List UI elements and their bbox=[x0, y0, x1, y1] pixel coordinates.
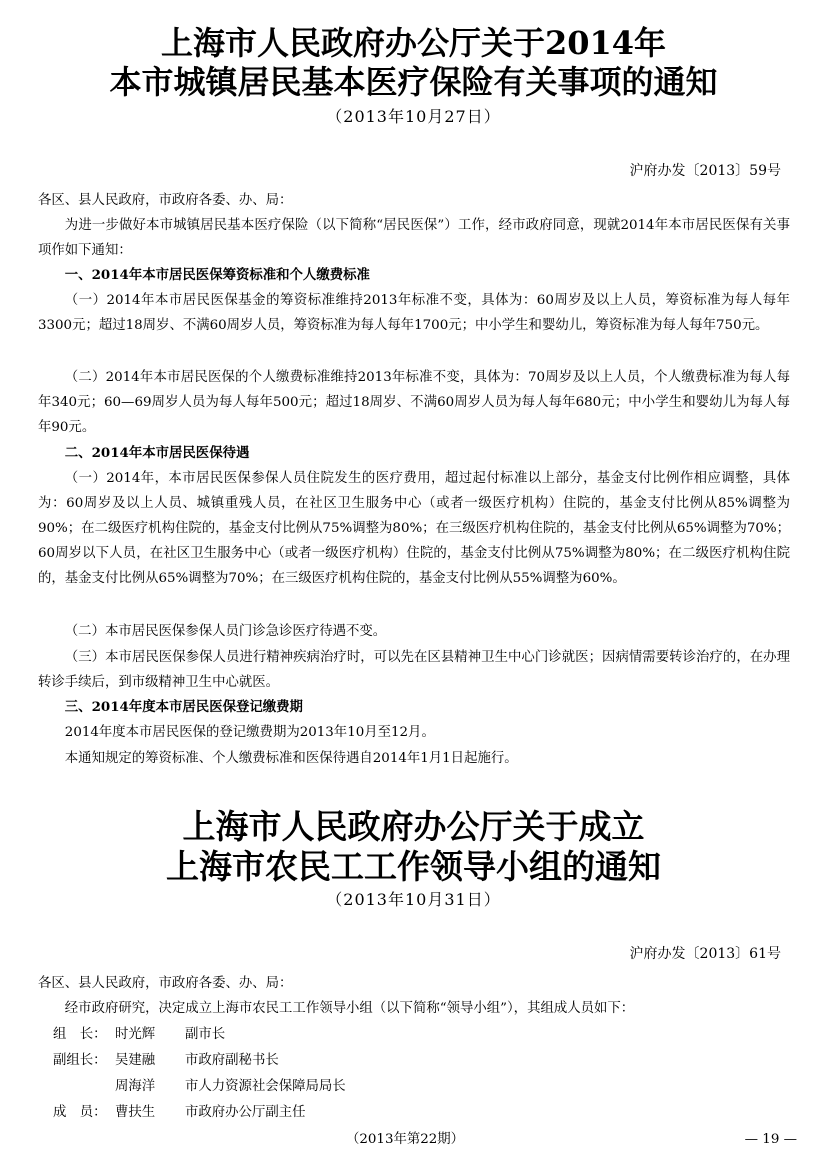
member-position: 副市长 bbox=[185, 1027, 226, 1042]
member-position: 市人力资源社会保障局局长 bbox=[185, 1079, 346, 1094]
member-role: 组 长： bbox=[53, 1027, 107, 1042]
member-position: 市政府办公厅副主任 bbox=[185, 1105, 306, 1120]
member-name: 时光辉 bbox=[115, 1027, 156, 1042]
footer-issue: （2013年第22期） bbox=[346, 1132, 465, 1147]
doc2-date: （2013年10月31日） bbox=[326, 890, 501, 909]
doc2-intro: 经市政府研究，决定成立上海市农民工工作领导小组（以下简称“领导小组”），其组成人员如下： bbox=[64, 1001, 635, 1016]
member-role: 成 员： bbox=[53, 1105, 107, 1120]
doc1-section2-item3: （三）本市居民医保参保人员进行精神疾病治疗时，可以先在区县精神卫生中心门诊就医；因病情需要转诊治疗的，在办理转诊手续后，到市级精神卫生中心就医。 bbox=[38, 650, 790, 690]
doc2-salutation: 各区、县人民政府，市政府各委、办、局： bbox=[38, 976, 293, 991]
doc1-section3-heading: 三、2014年度本市居民医保登记缴费期 bbox=[64, 699, 303, 715]
doc2-title-line1: 上海市人民政府办公厅关于成立 bbox=[182, 807, 645, 846]
doc1-closing: 本通知规定的筹资标准、个人缴费标准和医保待遇自2014年1月1日起施行。 bbox=[64, 751, 518, 766]
doc1-date: （2013年10月27日） bbox=[326, 107, 501, 126]
doc2-doc-number: 沪府办发〔2013〕61号 bbox=[629, 946, 781, 962]
doc1-title-line1: 上海市人民政府办公厅关于2014年 bbox=[160, 24, 667, 62]
doc1-section2-heading: 二、2014年本市居民医保待遇 bbox=[64, 445, 250, 461]
doc1-section3-text: 2014年度本市居民医保的登记缴费期为2013年10月至12月。 bbox=[64, 725, 435, 740]
doc1-section2-item1: （一）2014年，本市居民医保参保人员住院发生的医疗费用，超过起付标准以上部分，基金支付比例作相应调整，具体为：60周岁及以上人员、城镇重残人员，在社区卫生服务中心（或者一级医疗机构）住院的，基金支付比例从85%调整为90%；在二级医疗机构住院的，基金支付比例从75%调整为80%；在三级医疗机构住院的，基金支付比例从65%调整为70%；60周岁以下人员，在社区卫生服务中心（或者一级医疗机构）住院的，基金支付比例从75%调整为80%；在二级医疗机构住院的，基金支付比例从65%调整为70%；在三级医疗机构住院的，基金支付比例从55%调整为60%。 bbox=[38, 471, 790, 586]
doc1-doc-number: 沪府办发〔2013〕59号 bbox=[629, 163, 781, 179]
member-row bbox=[53, 1100, 306, 1125]
page-number: — 19 — bbox=[744, 1132, 797, 1147]
doc1-section1-heading: 一、2014年本市居民医保筹资标准和个人缴费标准 bbox=[64, 267, 370, 283]
member-row bbox=[53, 1022, 225, 1047]
member-position: 市政府副秘书长 bbox=[185, 1053, 279, 1068]
doc2-title-line2: 上海市农民工工作领导小组的通知 bbox=[166, 847, 661, 886]
member-row bbox=[53, 1048, 279, 1073]
member-role: 副组长： bbox=[53, 1053, 107, 1068]
member-name: 吴建融 bbox=[115, 1053, 156, 1068]
doc1-salutation: 各区、县人民政府，市政府各委、办、局： bbox=[38, 193, 293, 208]
doc1-title-line2: 本市城镇居民基本医疗保险有关事项的通知 bbox=[109, 63, 718, 101]
member-row bbox=[53, 1074, 346, 1099]
member-name: 周海洋 bbox=[115, 1079, 156, 1094]
doc1-intro: 为进一步做好本市城镇居民基本医疗保险（以下简称“居民医保”）工作，经市政府同意，现就2014年本市居民医保有关事项作如下通知： bbox=[38, 218, 790, 258]
member-name: 曹扶生 bbox=[115, 1105, 156, 1120]
doc1-section1-item1: （一）2014年本市居民医保基金的筹资标准维持2013年标准不变，具体为：60周岁及以上人员，筹资标准为每人每年3300元；超过18周岁、不满60周岁人员，筹资标准为每人每年1700元；中小学生和婴幼儿，筹资标准为每人每年750元。 bbox=[38, 293, 790, 333]
doc1-section2-item2: （二）本市居民医保参保人员门诊急诊医疗待遇不变。 bbox=[64, 624, 387, 639]
doc1-section1-item2: （二）2014年本市居民医保的个人缴费标准维持2013年标准不变，具体为：70周岁及以上人员，个人缴费标准为每人每年340元；60—69周岁人员为每人每年500元；超过18周岁、不满60周岁人员为每人每年680元；中小学生和婴幼儿为每人每年90元。 bbox=[38, 370, 790, 435]
